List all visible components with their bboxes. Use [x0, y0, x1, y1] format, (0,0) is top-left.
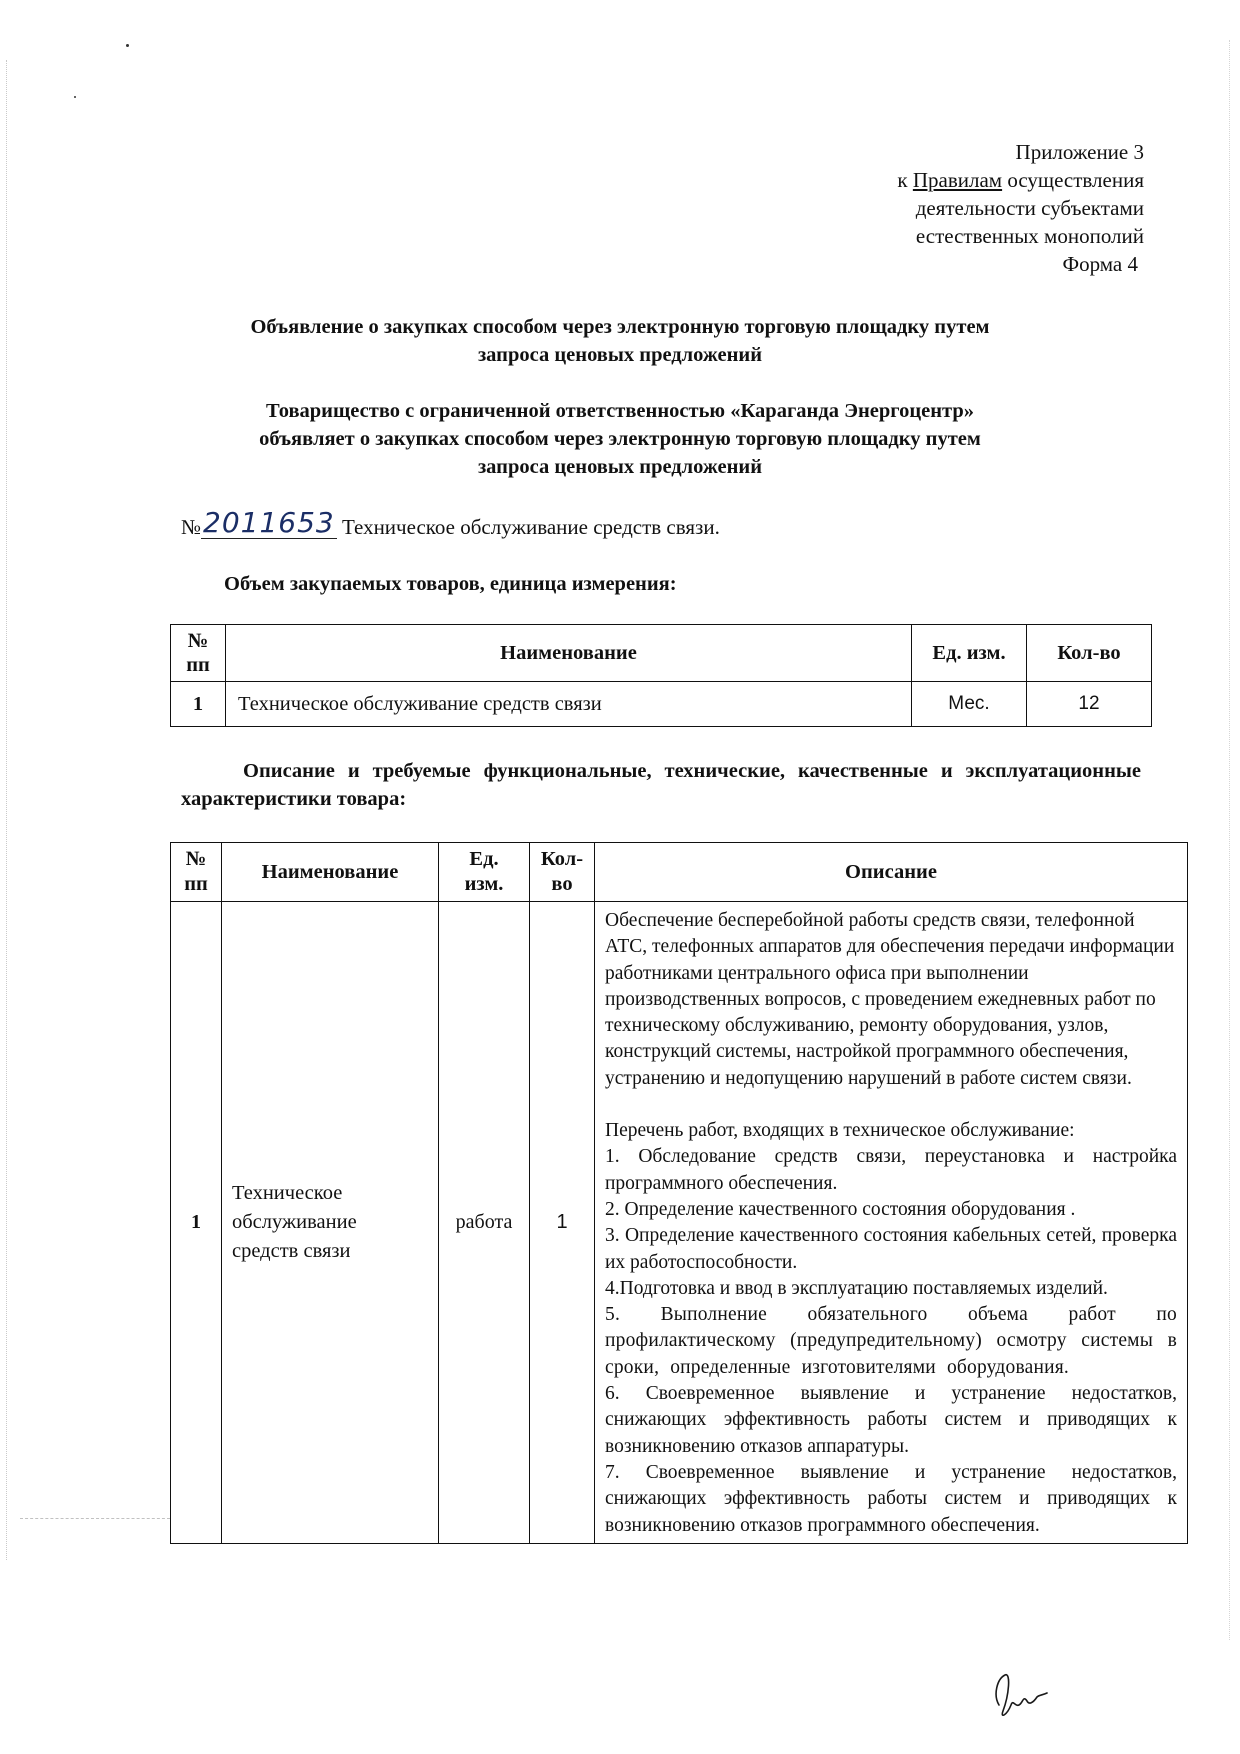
- announcement-title: Объявление о закупках способом через электронную торговую площадку путем запроса ценовых предложений: [250, 316, 990, 366]
- header-qty: Кол- во: [530, 843, 595, 902]
- handwritten-signature: [985, 1665, 1055, 1725]
- cell-qty: 1: [530, 902, 595, 1544]
- header-num: № пп: [171, 625, 226, 682]
- scan-margin-artifact: [6, 60, 9, 1560]
- scan-speck: [126, 44, 129, 47]
- header-name: Наименование: [222, 843, 439, 902]
- list-item: 1. Обследование средств связи, переустановка и настройка программного обеспечения.: [605, 1146, 1177, 1194]
- procurement-number-line: [181, 506, 720, 542]
- list-item: 5. Выполнение обязательного объема работ по профилактическому (предупредительному) осмотру системы в сроки, определенные изготовителями оборудования.: [605, 1304, 1177, 1378]
- cell-description: [595, 902, 1188, 1544]
- table-row: [171, 682, 1152, 727]
- appendix-line3: деятельности субъектами: [915, 196, 1144, 220]
- appendix-line4: естественных монополий: [915, 224, 1144, 248]
- appendix-rules-line: к Правилам осуществления: [897, 168, 1144, 192]
- works-list-title: Перечень работ, входящих в техническое обслуживание:: [605, 1120, 1075, 1142]
- cell-num: 1: [171, 902, 222, 1544]
- cell-name: Техническое обслуживание средств связи: [226, 682, 912, 727]
- form-number: Форма 4: [1062, 252, 1138, 276]
- cell-unit: работа: [439, 902, 530, 1544]
- list-item: 3. Определение качественного состояния кабельных сетей, проверка их работоспособности.: [605, 1225, 1177, 1273]
- cell-unit: Мес.: [912, 682, 1027, 727]
- appendix-header: [644, 138, 1144, 278]
- header-num: № пп: [171, 843, 222, 902]
- number-sign: №: [181, 515, 202, 539]
- description-heading: Описание и требуемые функциональные, технические, качественные и эксплуатационные характеристики товара:: [181, 760, 1141, 810]
- rules-link[interactable]: Правилам: [912, 168, 1003, 192]
- scan-margin-artifact-right: [1229, 40, 1232, 1640]
- handwritten-number: 2011653: [203, 506, 335, 539]
- cell-num: 1: [171, 682, 226, 727]
- list-item: 2. Определение качественного состояния оборудования .: [605, 1198, 1076, 1220]
- appendix-number: Приложение 3: [1015, 140, 1144, 164]
- description-table-header: [171, 843, 1188, 902]
- scan-line-artifact: [20, 1518, 170, 1519]
- volume-heading: Объем закупаемых товаров, единица измерения:: [224, 573, 677, 595]
- header-description: Описание: [595, 843, 1188, 902]
- table-row: [171, 902, 1188, 1544]
- header-unit: Ед. изм.: [439, 843, 530, 902]
- description-table: [170, 842, 1188, 1544]
- list-item: 4.Подготовка и ввод в эксплуатацию поставляемых изделий.: [605, 1277, 1108, 1299]
- cell-name: Техническое обслуживание средств связи: [222, 902, 439, 1544]
- description-intro: Обеспечение бесперебойной работы средств связи, телефонной АТС, телефонных аппаратов для обеспечения передачи информации работниками центрального офиса при выполнении производственных вопросов, с проведением ежедневных работ по техническому обслуживанию, ремонту оборудования, узлов, конструкций системы, настройкой программного обеспечения, устранению и недопущению нарушений в работе систем связи.: [605, 910, 1175, 1089]
- volume-table: [170, 624, 1152, 727]
- list-item: 6. Своевременное выявление и устранение недостатков, снижающих эффективность работы систем и приводящих к возникновению отказов аппаратуры.: [605, 1383, 1177, 1457]
- works-list: [605, 1144, 1177, 1538]
- header-unit: Ед. изм.: [912, 625, 1027, 682]
- header-qty: Кол-во: [1027, 625, 1152, 682]
- organization-statement: Товарищество с ограниченной ответственностью «Караганда Энергоцентр» объявляет о закупках способом через электронную торговую площадку путем запроса ценовых предложений: [259, 400, 981, 478]
- volume-table-header: [171, 625, 1152, 682]
- procurement-subject: Техническое обслуживание средств связи.: [342, 515, 720, 539]
- header-name: Наименование: [226, 625, 912, 682]
- cell-qty: 12: [1027, 682, 1152, 727]
- scan-speck: [74, 96, 76, 98]
- list-item: 7. Своевременное выявление и устранение недостатков, снижающих эффективность работы систем и приводящих к возникновению отказов программного обеспечения.: [605, 1461, 1177, 1536]
